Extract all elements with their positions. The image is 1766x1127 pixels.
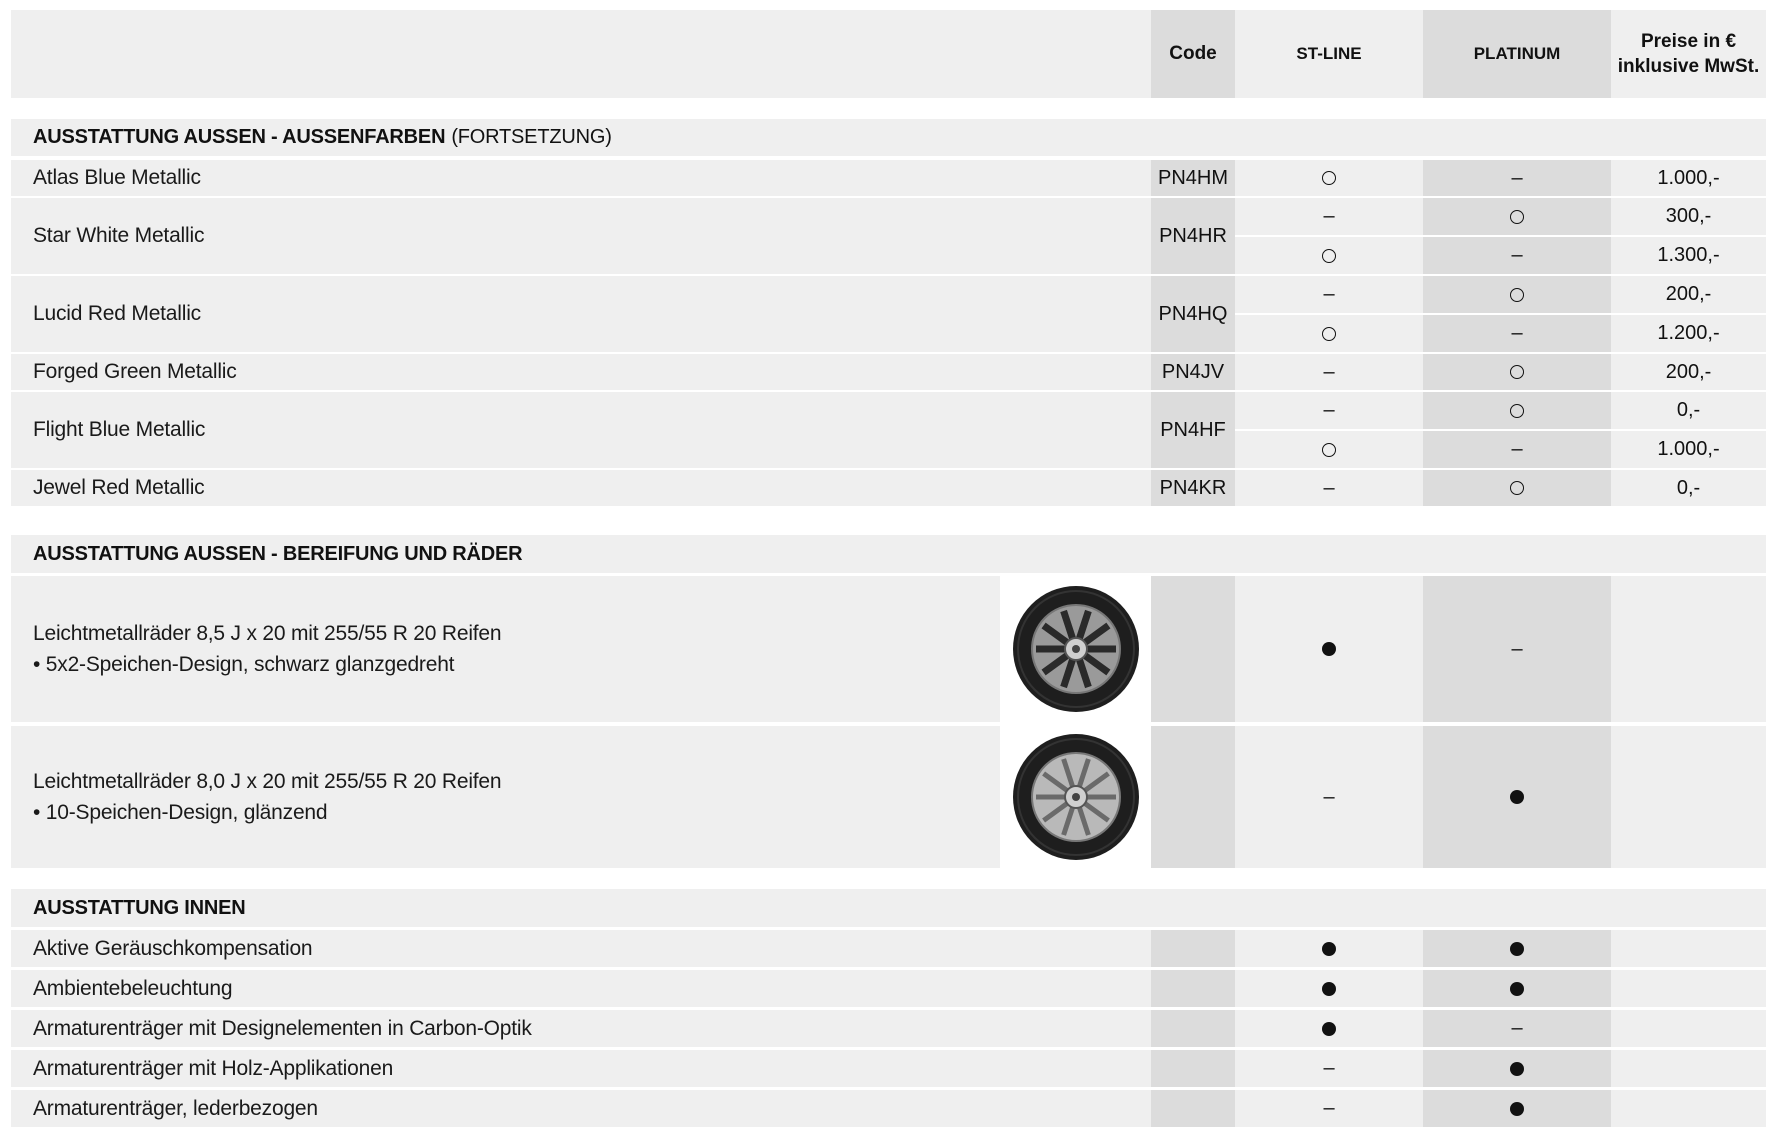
platinum-cell: [1423, 276, 1611, 313]
price-cell: 1.300,-: [1611, 237, 1766, 274]
color-row: [11, 392, 1766, 468]
stline-cell: [1235, 470, 1423, 506]
color-row: [11, 198, 1766, 274]
platinum-cell: [1423, 1010, 1611, 1047]
interior-name: Armaturenträger, lederbezogen: [33, 1096, 318, 1120]
interior-row: [11, 1050, 1766, 1087]
not-available-dash: –: [1323, 205, 1335, 227]
stline-cell: [1235, 160, 1423, 196]
platinum-cell: [1423, 315, 1611, 352]
price-cell: 300,-: [1611, 198, 1766, 235]
platinum-cell: [1423, 354, 1611, 390]
price-cell: 0,-: [1611, 392, 1766, 429]
color-code: PN4HM: [1151, 160, 1235, 196]
platinum-cell: [1423, 970, 1611, 1007]
color-row: [11, 354, 1766, 390]
option-ring-icon: [1510, 210, 1524, 224]
color-row: [11, 470, 1766, 506]
stline-cell: [1235, 1010, 1423, 1047]
header-stline: ST-LINE: [1235, 10, 1423, 98]
color-name: Flight Blue Metallic: [33, 418, 206, 441]
code-cell: [1151, 1050, 1235, 1087]
price-cell: 1.200,-: [1611, 315, 1766, 352]
stline-cell: [1235, 1090, 1423, 1127]
price-cell: 1.000,-: [1611, 160, 1766, 196]
platinum-cell: [1423, 1050, 1611, 1087]
wheel-row: [11, 576, 1766, 722]
not-available-dash: –: [1511, 438, 1523, 460]
wheel-detail: • 10-Speichen-Design, glänzend: [33, 801, 328, 824]
not-available-dash: –: [1323, 283, 1335, 305]
section-header-interior: [11, 889, 1766, 927]
not-available-dash: –: [1511, 637, 1523, 660]
color-name: Lucid Red Metallic: [33, 302, 201, 325]
section-header-colors: [11, 119, 1766, 156]
stline-cell: [1235, 726, 1423, 868]
wheel-icon: [1011, 732, 1141, 862]
wheel-title: Leichtmetallräder 8,0 J x 20 mit 255/55 R 20 Reifen: [33, 770, 502, 793]
color-code: PN4JV: [1151, 354, 1235, 390]
price-cell: 200,-: [1611, 354, 1766, 390]
option-ring-icon: [1510, 288, 1524, 302]
price-cell: [1611, 1050, 1766, 1087]
platinum-cell: [1423, 431, 1611, 468]
price-cell: [1611, 970, 1766, 1007]
standard-dot-icon: [1510, 1102, 1524, 1116]
option-ring-icon: [1510, 365, 1524, 379]
not-available-dash: –: [1323, 1057, 1335, 1079]
price-cell: [1611, 930, 1766, 967]
platinum-cell: [1423, 1090, 1611, 1127]
color-name: Forged Green Metallic: [33, 360, 237, 383]
interior-row: [11, 930, 1766, 967]
not-available-dash: –: [1511, 1017, 1523, 1039]
standard-dot-icon: [1510, 942, 1524, 956]
interior-row: [11, 970, 1766, 1007]
stline-cell: [1235, 237, 1423, 274]
stline-cell: [1235, 1050, 1423, 1087]
platinum-cell: [1423, 198, 1611, 235]
interior-name: Armaturenträger mit Holz-Applikationen: [33, 1056, 394, 1080]
standard-dot-icon: [1510, 790, 1524, 804]
price-cell: 1.000,-: [1611, 431, 1766, 468]
option-ring-icon: [1322, 443, 1336, 457]
section-header-wheels: [11, 535, 1766, 573]
wheel-image: [1000, 576, 1151, 722]
option-ring-icon: [1322, 249, 1336, 263]
code-cell: [1151, 726, 1235, 868]
stline-cell: [1235, 970, 1423, 1007]
header-platinum: PLATINUM: [1423, 10, 1611, 98]
wheel-row: [11, 726, 1766, 868]
not-available-dash: –: [1511, 166, 1523, 189]
wheel-icon: [1011, 584, 1141, 714]
color-name: Jewel Red Metallic: [33, 476, 205, 499]
color-row: [11, 276, 1766, 352]
not-available-dash: –: [1323, 476, 1335, 499]
color-code: PN4HR: [1151, 198, 1235, 274]
not-available-dash: –: [1323, 785, 1335, 808]
option-ring-icon: [1322, 171, 1336, 185]
interior-row: [11, 1090, 1766, 1127]
option-ring-icon: [1510, 404, 1524, 418]
standard-dot-icon: [1322, 1022, 1336, 1036]
code-cell: [1151, 1010, 1235, 1047]
not-available-dash: –: [1323, 360, 1335, 383]
not-available-dash: –: [1511, 244, 1523, 266]
interior-row: [11, 1010, 1766, 1047]
platinum-cell: [1423, 392, 1611, 429]
wheel-title: Leichtmetallräder 8,5 J x 20 mit 255/55 R 20 Reifen: [33, 622, 502, 645]
header-blank: [11, 10, 1151, 98]
standard-dot-icon: [1510, 982, 1524, 996]
stline-cell: [1235, 276, 1423, 313]
price-cell: [1611, 726, 1766, 868]
stline-cell: [1235, 198, 1423, 235]
section-title: AUSSTATTUNG INNEN: [33, 896, 246, 919]
color-row: [11, 160, 1766, 196]
wheel-detail: • 5x2-Speichen-Design, schwarz glanzgedreht: [33, 653, 455, 676]
not-available-dash: –: [1511, 322, 1523, 344]
header-code: Code: [1151, 10, 1235, 98]
section-title: AUSSTATTUNG AUSSEN - BEREIFUNG UND RÄDER: [33, 542, 523, 565]
interior-name: Ambientebeleuchtung: [33, 976, 233, 1000]
table-header: [11, 10, 1766, 98]
standard-dot-icon: [1322, 982, 1336, 996]
header-price: Preise in € inklusive MwSt.: [1611, 10, 1766, 98]
standard-dot-icon: [1322, 642, 1336, 656]
interior-name: Armaturenträger mit Designelementen in Carbon-Optik: [33, 1016, 532, 1040]
not-available-dash: –: [1323, 1097, 1335, 1119]
code-cell: [1151, 1090, 1235, 1127]
color-code: PN4HQ: [1151, 276, 1235, 352]
section-title: AUSSTATTUNG AUSSEN - AUSSENFARBEN: [33, 126, 446, 148]
stline-cell: [1235, 392, 1423, 429]
platinum-cell: [1423, 470, 1611, 506]
stline-cell: [1235, 431, 1423, 468]
platinum-cell: [1423, 576, 1611, 722]
stline-cell: [1235, 354, 1423, 390]
color-name: Atlas Blue Metallic: [33, 166, 201, 189]
stline-cell: [1235, 315, 1423, 352]
price-cell: [1611, 576, 1766, 722]
stline-cell: [1235, 576, 1423, 722]
standard-dot-icon: [1322, 942, 1336, 956]
color-name: Star White Metallic: [33, 224, 205, 247]
option-ring-icon: [1322, 327, 1336, 341]
platinum-cell: [1423, 160, 1611, 196]
standard-dot-icon: [1510, 1062, 1524, 1076]
price-cell: [1611, 1010, 1766, 1047]
price-cell: 200,-: [1611, 276, 1766, 313]
price-cell: [1611, 1090, 1766, 1127]
platinum-cell: [1423, 930, 1611, 967]
color-code: PN4KR: [1151, 470, 1235, 506]
wheel-image: [1000, 726, 1151, 868]
code-cell: [1151, 576, 1235, 722]
code-cell: [1151, 970, 1235, 1007]
not-available-dash: –: [1323, 399, 1335, 421]
code-cell: [1151, 930, 1235, 967]
interior-name: Aktive Geräuschkompensation: [33, 936, 313, 960]
price-cell: 0,-: [1611, 470, 1766, 506]
platinum-cell: [1423, 726, 1611, 868]
section-suffix: (FORTSETZUNG): [451, 126, 612, 148]
color-code: PN4HF: [1151, 392, 1235, 468]
stline-cell: [1235, 930, 1423, 967]
platinum-cell: [1423, 237, 1611, 274]
option-ring-icon: [1510, 481, 1524, 495]
